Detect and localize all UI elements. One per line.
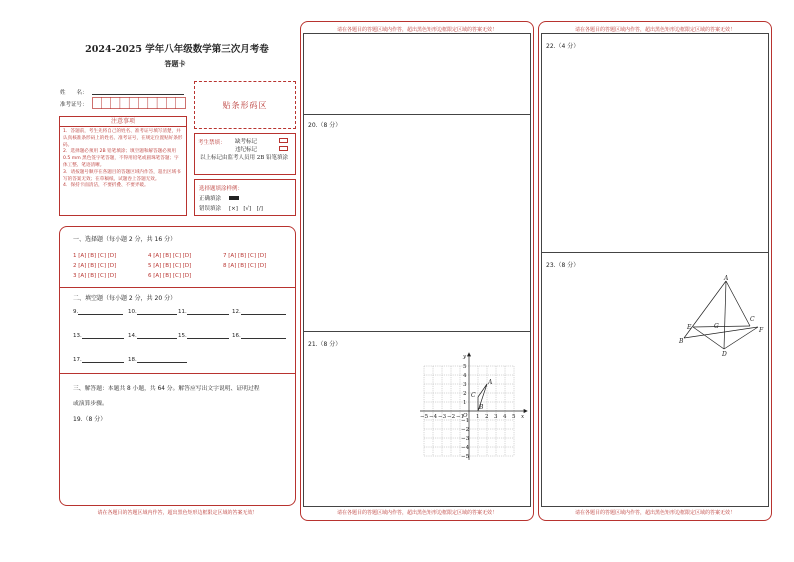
violation-label: 违纪标记	[235, 147, 258, 153]
blank-10[interactable]	[128, 309, 177, 315]
mc-question-6[interactable]: 6 [A] [B] [C] [D]	[148, 273, 192, 279]
warning-bottom-col3: 请在各题目的答题区域内作答，超出黑色矩形边框限定区域的答案无效！	[574, 510, 735, 516]
name-field[interactable]	[92, 94, 184, 95]
mc-question-3[interactable]: 3 [A] [B] [C] [D]	[73, 273, 117, 279]
blank-9[interactable]	[73, 309, 123, 315]
warning-bottom-col2: 请在各题目的答题区域内作答，超出黑色矩形边框限定区域的答案无效！	[336, 510, 497, 516]
blank-15[interactable]	[178, 333, 229, 339]
x-tick: 2	[485, 414, 489, 420]
y-tick: −4	[461, 445, 470, 451]
blank-label: 9.	[73, 309, 79, 315]
barcode-label: 贴条形码区	[222, 100, 268, 110]
barcode-area	[194, 81, 296, 129]
question-20-label: 20.（8 分）	[308, 122, 342, 129]
geo-label-d: D	[722, 351, 727, 358]
notes-box	[59, 116, 187, 216]
fill-example-title: 选择题填涂样例：	[199, 186, 244, 192]
answer-area-20[interactable]	[306, 130, 528, 326]
x-tick: −2	[447, 414, 456, 420]
x-tick: −1	[456, 414, 465, 420]
geo-label-a: A	[724, 275, 729, 282]
answer-area-19[interactable]	[70, 424, 290, 502]
y-tick: −5	[461, 454, 470, 460]
mc-question-5[interactable]: 5 [A] [B] [C] [D]	[148, 263, 192, 269]
section1-title: 一、选择题（每小题 2 分，共 16 分）	[73, 236, 177, 243]
coordinate-grid	[414, 352, 532, 467]
x-tick: −3	[438, 414, 447, 420]
question-19-label: 19.（8 分）	[73, 416, 107, 423]
divider-22-23	[541, 252, 769, 253]
y-tick: 3	[463, 382, 467, 388]
warning-bottom-col1: 请在各题目的答题区域内作答，超出黑色矩形边框限定区域的答案无效！	[97, 510, 258, 516]
blank-13[interactable]	[73, 333, 124, 339]
notes-item: 3．请按题号顺序在各题目的答题区域内作答，超出区域书写的答案无效；在草稿纸、试题卷上答题无效。	[63, 169, 181, 182]
x-tick: −4	[429, 414, 438, 420]
name-label: 姓 名：	[60, 90, 88, 96]
y-tick: 4	[463, 373, 467, 379]
geo-label-b: B	[679, 338, 684, 345]
absent-label: 缺考标记	[235, 139, 258, 145]
exam-mark-note: 以上标记由监考人员用 2B 铅笔填涂	[200, 155, 289, 161]
warning-top-col2: 请在各题目的答题区域内作答，超出黑色矩形边框限定区域的答案无效！	[336, 27, 497, 33]
blank-14[interactable]	[128, 333, 177, 339]
point-c-label: C	[471, 392, 476, 399]
divider-19-20	[303, 114, 531, 115]
id-boxes	[92, 97, 186, 109]
x-tick: 4	[503, 414, 507, 420]
x-axis-label: x	[521, 414, 525, 420]
question-22-label: 22.（4 分）	[546, 43, 580, 50]
exam-title: 2024-2025 学年八年级数学第三次月考卷	[85, 44, 269, 55]
blank-12[interactable]	[232, 309, 286, 315]
notes-item: 1．答题前，考生先将自己的姓名、准考证号填写清楚，并认真核准条形码上的姓名、准考证号，在规定位置贴好条形码。	[63, 129, 183, 148]
mc-question-8[interactable]: 8 [A] [B] [C] [D]	[223, 263, 267, 269]
exam-mark-label: 考生禁填：	[198, 140, 226, 146]
x-tick: 1	[476, 414, 480, 420]
geo-label-e: E	[687, 324, 692, 331]
point-a-label: A	[488, 379, 493, 386]
answer-area-22[interactable]	[544, 52, 766, 248]
x-tick: 5	[512, 414, 516, 420]
blank-label: 11.	[178, 309, 187, 315]
violation-checkbox[interactable]	[279, 146, 288, 151]
y-axis-label: y	[463, 354, 467, 360]
wrong-fill-marks: [×] [√] [/]	[229, 206, 263, 212]
absent-checkbox[interactable]	[279, 138, 288, 143]
y-tick: 1	[463, 400, 467, 406]
section-divider	[59, 373, 296, 374]
geometry-figure	[674, 272, 770, 362]
exam-subtitle: 答题卡	[164, 59, 186, 68]
question-21-label: 21.（8 分）	[308, 341, 342, 348]
wrong-fill-label: 错误填涂	[199, 206, 222, 212]
y-tick: −1	[461, 418, 470, 424]
section-divider	[59, 287, 296, 288]
blank-11[interactable]	[178, 309, 229, 315]
x-tick: 3	[494, 414, 498, 420]
blank-label: 14.	[128, 333, 137, 339]
question-23-label: 23.（8 分）	[546, 262, 580, 269]
notes-item: 4．保持卡面清洁，不要折叠、不要弄破。	[63, 183, 149, 189]
blank-label: 13.	[73, 333, 82, 339]
blank-16[interactable]	[232, 333, 286, 339]
axes	[420, 353, 527, 460]
mc-question-4[interactable]: 4 [A] [B] [C] [D]	[148, 253, 192, 259]
id-field[interactable]	[92, 97, 186, 109]
section2-title: 二、填空题（每小题 2 分，共 20 分）	[73, 295, 177, 302]
y-tick: 2	[463, 391, 467, 397]
blank-label: 16.	[232, 333, 241, 339]
blank-18[interactable]	[128, 357, 187, 363]
y-tick: −3	[461, 436, 470, 442]
correct-fill-label: 正确填涂	[199, 196, 222, 202]
blank-17[interactable]	[73, 357, 124, 363]
mc-question-2[interactable]: 2 [A] [B] [C] [D]	[73, 263, 117, 269]
section3-title: 三、解答题：本题共 8 小题，共 64 分。解答应写出文字说明、证明过程	[73, 386, 260, 392]
blank-label: 18.	[128, 357, 137, 363]
fill-example-box	[194, 179, 296, 216]
mc-question-1[interactable]: 1 [A] [B] [C] [D]	[73, 253, 117, 259]
origin-label: O	[463, 413, 468, 419]
section3-title-cont: 或演算步骤。	[73, 401, 108, 407]
exam-mark-box	[194, 133, 296, 175]
geo-label-g: G	[714, 323, 719, 330]
geo-label-c: C	[750, 316, 755, 323]
warning-top-col3: 请在各题目的答题区域内作答，超出黑色矩形边框限定区域的答案无效！	[574, 27, 735, 33]
id-label: 准考证号：	[60, 102, 88, 108]
divider-20-21	[303, 331, 531, 332]
x-tick: −5	[420, 414, 429, 420]
point-b-label: B	[479, 404, 484, 411]
blank-label: 15.	[178, 333, 187, 339]
geo-label-f: F	[759, 327, 764, 334]
notes-item: 2．选择题必须用 2B 铅笔填涂；填空题和解答题必须用 0.5 mm 黑色签字笔答题，不得用铅笔或圆珠笔答题；字体工整、笔迹清晰。	[63, 149, 179, 168]
blank-label: 12.	[232, 309, 241, 315]
y-tick: −2	[461, 427, 470, 433]
mc-question-7[interactable]: 7 [A] [B] [C] [D]	[223, 253, 267, 259]
notes-title: 注意事项	[60, 117, 186, 127]
correct-fill-mark	[229, 196, 239, 200]
blank-label: 10.	[128, 309, 137, 315]
blank-label: 17.	[73, 357, 82, 363]
y-tick: 5	[463, 364, 467, 370]
